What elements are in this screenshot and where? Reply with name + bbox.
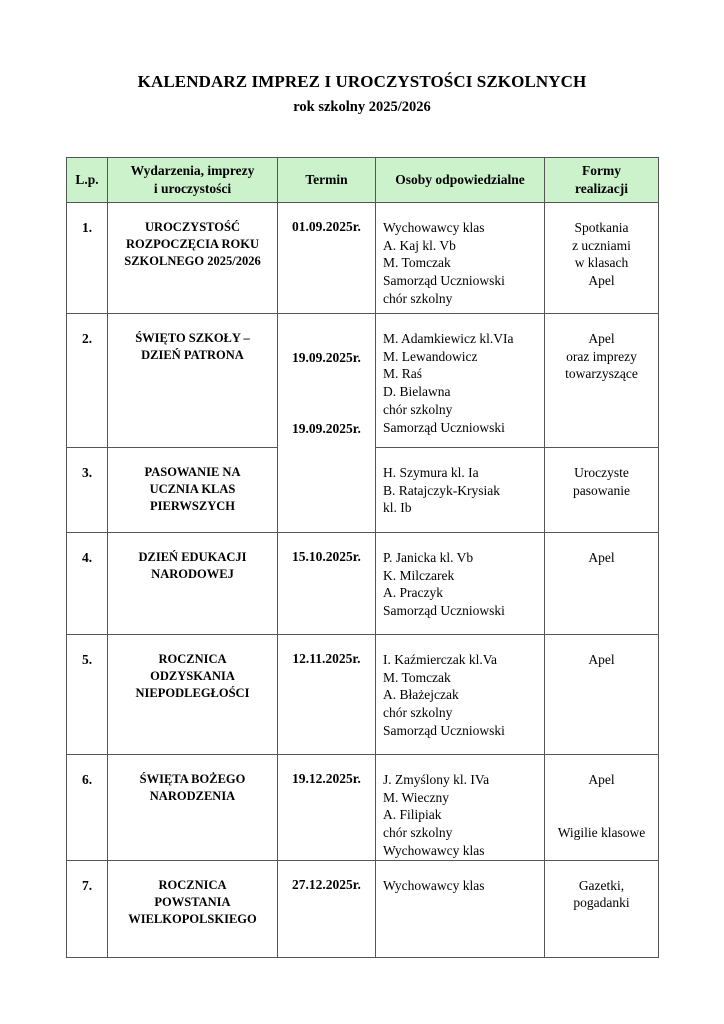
event-line: PIERWSZYCH xyxy=(150,499,235,513)
event-line: POWSTANIA xyxy=(154,894,231,909)
document-title: KALENDARZ IMPREZ I UROCZYSTOŚCI SZKOLNYCH xyxy=(137,72,587,91)
person-line: Samorząd Uczniowski xyxy=(383,273,505,289)
responsible-persons xyxy=(376,314,545,448)
row-number: 3. xyxy=(67,448,108,533)
row-number: 4. xyxy=(67,533,108,635)
event-name xyxy=(108,448,278,533)
event-line: SZKOLNEGO 2025/2026 xyxy=(124,254,261,268)
event-date-merged xyxy=(278,314,376,533)
responsible-persons xyxy=(376,635,545,755)
person-line: chór szkolny xyxy=(383,401,453,417)
person-line: I. Kaźmierczak kl.Va xyxy=(383,652,497,667)
row-number: 7. xyxy=(67,860,108,957)
event-line: NARODZENIA xyxy=(149,789,236,803)
event-line: DZIEŃ EDUKACJI xyxy=(138,550,247,564)
realization-forms xyxy=(545,755,659,861)
events-table xyxy=(66,157,659,958)
event-name xyxy=(108,635,278,755)
realization-forms xyxy=(545,314,659,448)
table-row xyxy=(67,635,659,755)
event-line: NARODOWEJ xyxy=(151,567,234,581)
event-name xyxy=(108,203,278,314)
person-line: kl. Ib xyxy=(383,500,412,516)
person-line: A. Błażejczak xyxy=(383,687,459,703)
row-number: 6. xyxy=(67,755,108,861)
header-persons: Osoby odpowiedzialne xyxy=(376,158,545,203)
header-num: L.p. xyxy=(67,158,108,203)
person-line: Samorząd Uczniowski xyxy=(383,419,505,435)
realization-forms xyxy=(545,860,659,957)
realization-forms xyxy=(545,533,659,635)
header-forms xyxy=(545,158,659,203)
person-line: J. Zmyślony kl. IVa xyxy=(383,772,490,787)
event-line: ROCZNICA xyxy=(158,877,227,892)
event-name xyxy=(108,755,278,861)
person-line: Samorząd Uczniowski xyxy=(383,603,505,619)
event-line: DZIEŃ PATRONA xyxy=(141,348,244,362)
event-line: UCZNIA KLAS xyxy=(149,482,236,496)
row-number: 5. xyxy=(67,635,108,755)
form-line: Apel xyxy=(588,273,615,289)
event-line: ROZPOCZĘCIA ROKU xyxy=(125,237,259,251)
person-line: D. Bielawna xyxy=(383,384,451,400)
row-number: 1. xyxy=(67,203,108,314)
row-number: 2. xyxy=(67,314,108,448)
realization-forms xyxy=(545,448,659,533)
person-line: chór szkolny xyxy=(383,705,453,721)
event-name xyxy=(108,533,278,635)
event-name xyxy=(108,314,278,448)
event-date: 01.09.2025r. xyxy=(278,203,376,314)
event-line: ŚWIĘTA BOŻEGO xyxy=(139,772,246,786)
person-line: M. Lewandowicz xyxy=(383,348,478,364)
form-line: w klasach xyxy=(574,255,629,271)
person-line: B. Ratajczyk-Krysiak xyxy=(383,482,500,498)
form-line: pasowanie xyxy=(573,482,630,498)
form-line: z uczniami xyxy=(572,237,631,253)
event-line: WIELKOPOLSKIEGO xyxy=(128,911,257,926)
event-date: 19.12.2025r. xyxy=(278,755,376,861)
table-row xyxy=(67,314,659,448)
realization-forms xyxy=(545,203,659,314)
responsible-persons xyxy=(376,860,545,957)
person-line: M. Wieczny xyxy=(383,789,449,805)
responsible-persons xyxy=(376,203,545,314)
event-line: UROCZYSTOŚĆ xyxy=(145,220,240,234)
event-date: 15.10.2025r. xyxy=(278,533,376,635)
event-line: ODZYSKANIA xyxy=(150,669,235,683)
responsible-persons xyxy=(376,448,545,533)
person-line: M. Raś xyxy=(383,366,423,382)
person-line: H. Szymura kl. Ia xyxy=(383,465,479,480)
header-forms-line: realizacji xyxy=(575,181,628,196)
form-line: Uroczyste xyxy=(574,465,629,480)
realization-forms xyxy=(545,635,659,755)
form-line: Apel xyxy=(588,331,615,346)
person-line: Wychowawcy klas xyxy=(383,877,485,893)
event-date: 19.09.2025r. xyxy=(292,421,361,436)
person-line: A. Praczyk xyxy=(383,585,443,601)
table-row xyxy=(67,860,659,957)
person-line: A. Filipiak xyxy=(383,807,442,823)
responsible-persons xyxy=(376,755,545,861)
person-line: Samorząd Uczniowski xyxy=(383,722,505,738)
table-row xyxy=(67,203,659,314)
event-date: 27.12.2025r. xyxy=(278,860,376,957)
form-line: Wigilie klasowe xyxy=(557,824,646,840)
event-date: 19.09.2025r. xyxy=(292,350,361,365)
form-line: pogadanki xyxy=(573,895,630,911)
person-line: chór szkolny xyxy=(383,825,453,841)
table-row xyxy=(67,533,659,635)
header-event xyxy=(108,158,278,203)
form-line: oraz imprezy xyxy=(566,348,637,364)
event-line: ŚWIĘTO SZKOŁY – xyxy=(135,331,250,345)
event-name xyxy=(108,860,278,957)
person-line: chór szkolny xyxy=(383,290,453,306)
event-date: 12.11.2025r. xyxy=(278,635,376,755)
form-line: Apel xyxy=(588,772,615,787)
event-line: PASOWANIE NA xyxy=(144,465,241,479)
event-line: ROCZNICA xyxy=(158,652,227,666)
form-line: Apel xyxy=(588,550,615,565)
person-line: P. Janicka kl. Vb xyxy=(383,550,474,565)
document-subtitle: rok szkolny 2025/2026 xyxy=(293,99,431,115)
person-line: M. Tomczak xyxy=(383,255,451,271)
header-forms-line: Formy xyxy=(582,163,621,178)
table-row xyxy=(67,755,659,861)
person-line: Wychowawcy klas xyxy=(383,842,485,858)
form-line: Apel xyxy=(588,652,615,667)
form-line: Gazetki, xyxy=(578,877,625,893)
person-line: A. Kaj kl. Vb xyxy=(383,237,456,253)
header-event-line: Wydarzenia, imprezy xyxy=(130,163,255,178)
header-event-line: i uroczystości xyxy=(153,181,232,196)
header-date: Termin xyxy=(278,158,376,203)
responsible-persons xyxy=(376,533,545,635)
person-line: K. Milczarek xyxy=(383,567,455,583)
form-line: Spotkania xyxy=(574,220,629,235)
form-line: towarzyszące xyxy=(565,366,638,382)
table-header-row xyxy=(67,158,659,203)
event-line: NIEPODLEGŁOŚCI xyxy=(135,686,250,700)
person-line: M. Adamkiewicz kl.VIa xyxy=(383,331,514,346)
person-line: M. Tomczak xyxy=(383,669,451,685)
person-line: Wychowawcy klas xyxy=(383,220,485,235)
